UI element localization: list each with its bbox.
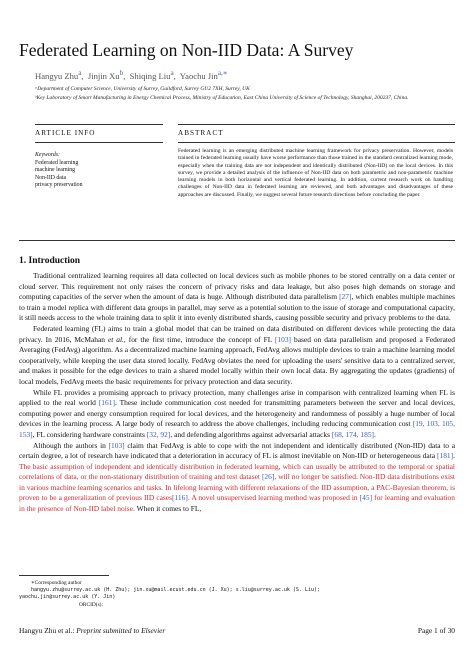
- citation-link[interactable]: [116]: [172, 493, 188, 503]
- abstract-heading: ABSTRACT: [178, 129, 224, 137]
- affiliation-a: ᵃDepartment of Computer Science, University of Surrey, Guildford, Surrey GU2 7XH, Surrey, UK: [35, 86, 250, 92]
- affiliation-b: ᵇKey Laboratory of Smart Manufacturing in Energy Chemical Process, Ministry of Education, East China University of Science of Technology, Shanghai, 200237, China.: [35, 95, 409, 101]
- keyword: Non-IID data: [35, 174, 67, 181]
- keyword: privacy preservation: [35, 182, 83, 188]
- orcid-note: ORCID(s):: [79, 601, 103, 608]
- page-number: Page 1 of 30: [417, 626, 455, 635]
- paragraph: While FL provides a promising approach to privacy protection, many challenges arise in comparison with centralized learning when FL is applied to the real world [161]. These include communication cost needed for transmitting parameters between the server and local devices, computing power and energy consumption required for local devices, and the heterogeneity and randomness of possibly a huge number of local devices in the learning process. A large body of research to address the above challenges, including reducing communication cost [19, 103, 105, 153], FL considering hardware constraints [32, 92], and defending algorithms against adversarial attacks [68, 174, 185].: [19, 387, 455, 439]
- keywords-label: Keywords:: [35, 152, 60, 158]
- author-name: Jinjin Xu: [87, 70, 120, 81]
- citation-link[interactable]: [103]: [274, 334, 292, 344]
- highlighted-text: The basic assumption of independent and identically distribution in federated learning, which can usually be attributed to the temporal or spatial correlations of data, or the non-stationary distribution of training and test dataset: [19, 461, 455, 482]
- corresponding-author-note: ∗Corresponding author: [31, 580, 82, 586]
- author-name: Shiqing Liu: [129, 70, 171, 81]
- paragraph: Federated learning (FL) aims to train a global model that can be trained on data distributed on different devices while protecting the data privacy. In 2016, McMahan et al., for the first time, introduce the concept of FL [103] based on data parallelism and proposed a Federated Averaging (FedAvg) algorithm. As a decentralized machine learning approach, FedAvg allows multiple devices to train a machine learning model cooperatively, while keeping the user data stored locally. FedAvg obviates the need for uploading the users' sensitive data to a centralized server, and makes it possible for the edge devices to train a shared model locally within their own local data. By aggregating the updates (gradients) of local models, FedAvg meets the basic requirements for privacy protection and data security.: [19, 323, 456, 386]
- footnotes: [19, 580, 455, 609]
- paragraph: Although the authors in [103] claim that FedAvg is able to cope with the not independent and identically distributed (Non-IID) data to a certain degree, a lot of research have indicated that a deterioration in accuracy of FL is almost inevitable on Non-IID or heterogeneous data [181]. The basic assumption of independent and identically distribution in federated learning, which can usually be attributed to the temporal or spatial correlations of data, or the non-stationary distribution of training and test dataset [26], will no longer be satisfied. Non-IID data distributions exist in various machine learning scenarios and tasks. In lifelong learning with different relaxations of the IID assumption, a PAC-Bayesian theorem, is proven to be a generalization of previous IID cases[116]. A novel unsupervised learning method was proposed in [45] for learning and evaluation in the presence of Non-IID label noise. When it comes to FL,: [19, 440, 455, 514]
- author-affiliation-mark: a,∗: [217, 69, 228, 77]
- paragraph: Traditional centralized learning requires all data collected on local devices such as mobile phones to be stored centrally on a data center or cloud server. This requirement not only raises the concern of privacy risks and data leakage, but also poses high demands on storage and computing capacities of the server when the amount of data is huge. Although distributed data parallelism [27], which enables multiple machines to train a model replica with different data groups in parallel, may serve as a potential solution to the issue of storage and computational capacity, it still needs access to the whole training data to split it into evenly distributed shards, causing possible security and privacy problems to the data.: [19, 271, 455, 323]
- highlighted-text: . A novel unsupervised learning method was proposed in: [187, 493, 360, 503]
- divider: [178, 124, 455, 125]
- citation-link[interactable]: [161]: [98, 398, 115, 408]
- divider: [19, 240, 455, 241]
- citation-link[interactable]: [32, 92]: [146, 429, 171, 439]
- citation-link[interactable]: [27]: [339, 292, 352, 302]
- author-emails: hangyu.zhu@surrey.ac.uk (H. Zhu); jin.xu@mail.ecust.edu.cn (J. Xu); s.liu@surrey.ac.uk (S. Liu);: [31, 587, 320, 594]
- citation-link[interactable]: [26]: [261, 472, 275, 482]
- footnote-divider: [19, 575, 109, 576]
- highlighted-text: for learning and evaluation in the presence of Non-IID label noise.: [19, 493, 455, 514]
- running-footer: Hangyu Zhu et al.: Preprint submitted to Elsevier: [19, 626, 166, 635]
- citation-link[interactable]: [103]: [108, 440, 125, 450]
- citation-link[interactable]: [181]: [437, 451, 454, 461]
- body-text: [19, 271, 455, 515]
- divider: [178, 142, 455, 143]
- author-affiliation-mark: a: [78, 69, 82, 77]
- keyword: machine learning: [35, 167, 76, 173]
- section-title: 1. Introduction: [19, 256, 81, 266]
- divider: [35, 142, 163, 143]
- divider: [35, 124, 163, 125]
- article-info-heading: ARTICLE INFO: [35, 129, 96, 137]
- author-name: Hangyu Zhu: [35, 70, 79, 81]
- citation-link[interactable]: [45]: [359, 493, 373, 503]
- citation-link[interactable]: [68, 174, 185]: [331, 429, 375, 439]
- author-name: Yaochu Jin: [179, 70, 218, 81]
- keyword: Federated learning: [35, 159, 79, 166]
- author-affiliation-mark: b: [119, 69, 124, 77]
- paper-title: Federated Learning on Non-IID Data: A Survey: [19, 40, 354, 60]
- keywords-block: [35, 152, 82, 190]
- highlighted-text: , will no longer be satisfied. Non-IID data distributions exist in various machine learning scenarios and tasks. In lifelong learning with different relaxations of the IID assumption, a PAC-Bayesian theorem, is proven to be a generalization of previous IID cases: [19, 472, 455, 503]
- author-affiliation-mark: a: [170, 69, 174, 77]
- author-list: Hangyu Zhu$^a$, Jinjin Xu$^b$, Shiqing Liu$^a$, Yaochu Jin$^{a,∗}$: [35, 69, 228, 81]
- abstract-text: Federated learning is an emerging distributed machine learning framework for privacy preservation. However, models trained in federated learning usually have worse performance than those trained in the standard centralized learning mode, especially when the training data are not independent and identically distributed (Non-IID) on the local devices. In this survey, we provide a detailed analysis of the influence of Non-IID data on both parametric and non-parametric machine learning models in both horizontal and vertical federated learning. In addition, current research work on handling challenges of Non-IID data in federated learning are reviewed, and both advantages and disadvantages of these approaches are discussed. Finally, we suggest several future research directions before concluding the paper.: [178, 148, 453, 198]
- citation-link[interactable]: [19, 103, 105, 153]: [19, 419, 455, 439]
- author-emails: yaochu.jin@surrey.ac.uk (Y. Jin): [19, 594, 116, 601]
